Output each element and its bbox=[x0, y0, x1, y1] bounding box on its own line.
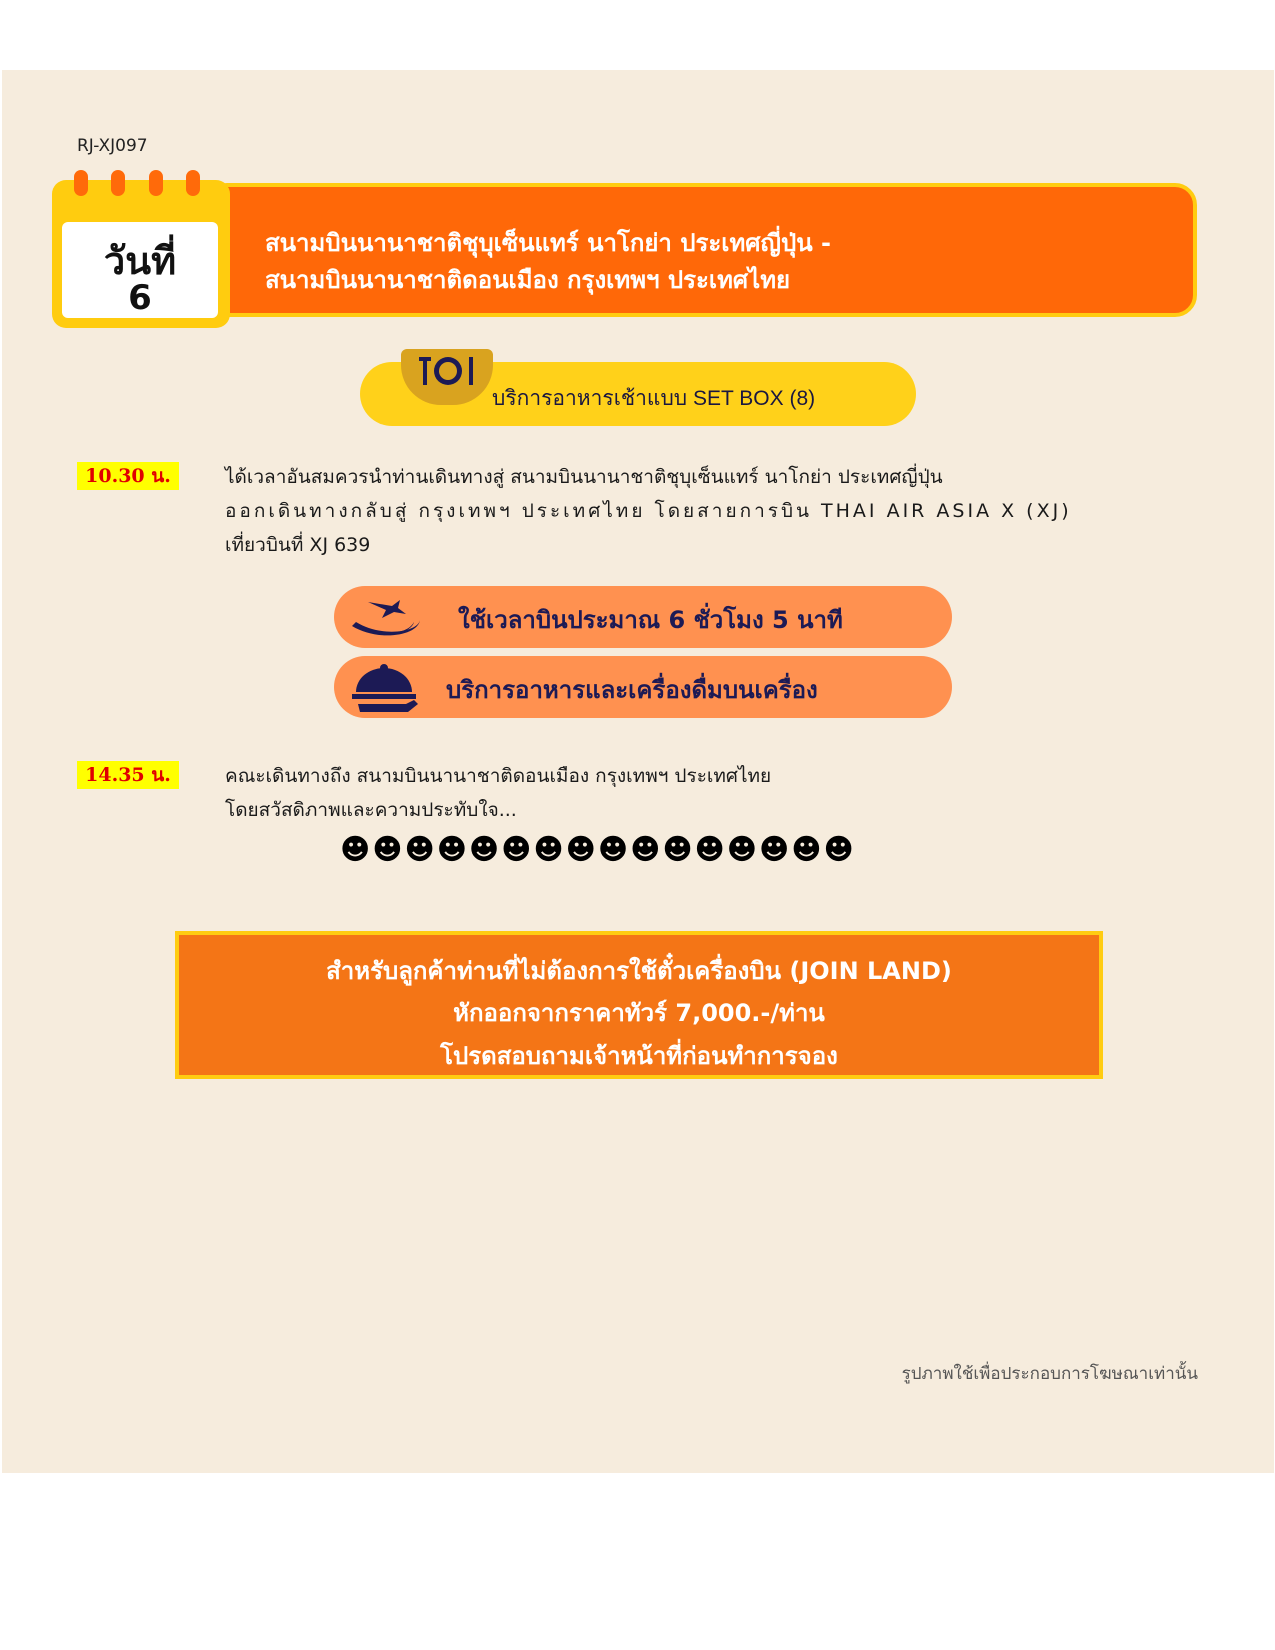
breakfast-text: บริการอาหารเช้าแบบ SET BOX (8) bbox=[492, 387, 816, 410]
day-title-banner bbox=[205, 183, 1197, 317]
day-label: วันที่ bbox=[103, 239, 177, 283]
plate-cutlery-icon bbox=[401, 349, 493, 405]
calendar-ring bbox=[74, 170, 88, 196]
join-land-line2: หักออกจากราคาทัวร์ 7,000.-/ท่าน bbox=[453, 999, 825, 1027]
time-badge: 10.30 น. bbox=[77, 462, 179, 490]
calendar-icon bbox=[52, 180, 230, 328]
flight-duration-pill bbox=[334, 586, 952, 648]
join-land-notice bbox=[175, 931, 1103, 1079]
day-number: 6 bbox=[128, 278, 152, 318]
schedule-text: คณะเดินทางถึง สนามบินนานาชาติดอนเมือง กรุงเทพฯ ประเทศไทย bbox=[225, 765, 772, 787]
schedule-text: เที่ยวบินที่ XJ 639 bbox=[225, 534, 371, 556]
day-title-line1: สนามบินนานาชาติชุบุเซ็นแทร์ นาโกย่า ประเทศญี่ปุ่น - bbox=[265, 229, 831, 257]
calendar-ring bbox=[111, 170, 125, 196]
inflight-meal-text: บริการอาหารและเครื่องดื่มบนเครื่อง bbox=[446, 676, 818, 704]
flight-duration-text: ใช้เวลาบินประมาณ 6 ชั่วโมง 5 นาที bbox=[458, 606, 843, 634]
calendar-ring bbox=[186, 170, 200, 196]
serving-cloche-icon bbox=[348, 662, 428, 722]
time-badge: 14.35 น. bbox=[77, 761, 179, 789]
document-code: RJ-XJ097 bbox=[77, 136, 148, 156]
smiley-divider: ☻☻☻☻☻☻☻☻☻☻☻☻☻☻☻☻ bbox=[340, 832, 856, 866]
join-land-line1: สำหรับลูกค้าท่านที่ไม่ต้องการใช้ตั๋วเครื่องบิน (JOIN LAND) bbox=[326, 957, 952, 985]
join-land-line3: โปรดสอบถามเจ้าหน้าที่ก่อนทำการจอง bbox=[440, 1042, 838, 1070]
inflight-meal-pill bbox=[334, 656, 952, 718]
calendar-ring bbox=[149, 170, 163, 196]
footnote: รูปภาพใช้เพื่อประกอบการโฆษณาเท่านั้น bbox=[901, 1364, 1198, 1384]
schedule-text: ได้เวลาอันสมควรนำท่านเดินทางสู่ สนามบินนานาชาติชุบุเซ็นแทร์ นาโกย่า ประเทศญี่ปุ่น bbox=[225, 466, 943, 488]
schedule-text: โดยสวัสดิภาพและความประทับใจ... bbox=[225, 799, 517, 821]
day-title-line2: สนามบินนานาชาติดอนเมือง กรุงเทพฯ ประเทศไทย bbox=[265, 266, 791, 294]
calendar-face bbox=[62, 222, 218, 318]
airplane-swoosh-icon bbox=[348, 592, 428, 646]
schedule-text: ออกเดินทางกลับสู่ กรุงเทพฯ ประเทศไทย โดยสายการบิน THAI AIR ASIA X (XJ) bbox=[225, 500, 1072, 522]
